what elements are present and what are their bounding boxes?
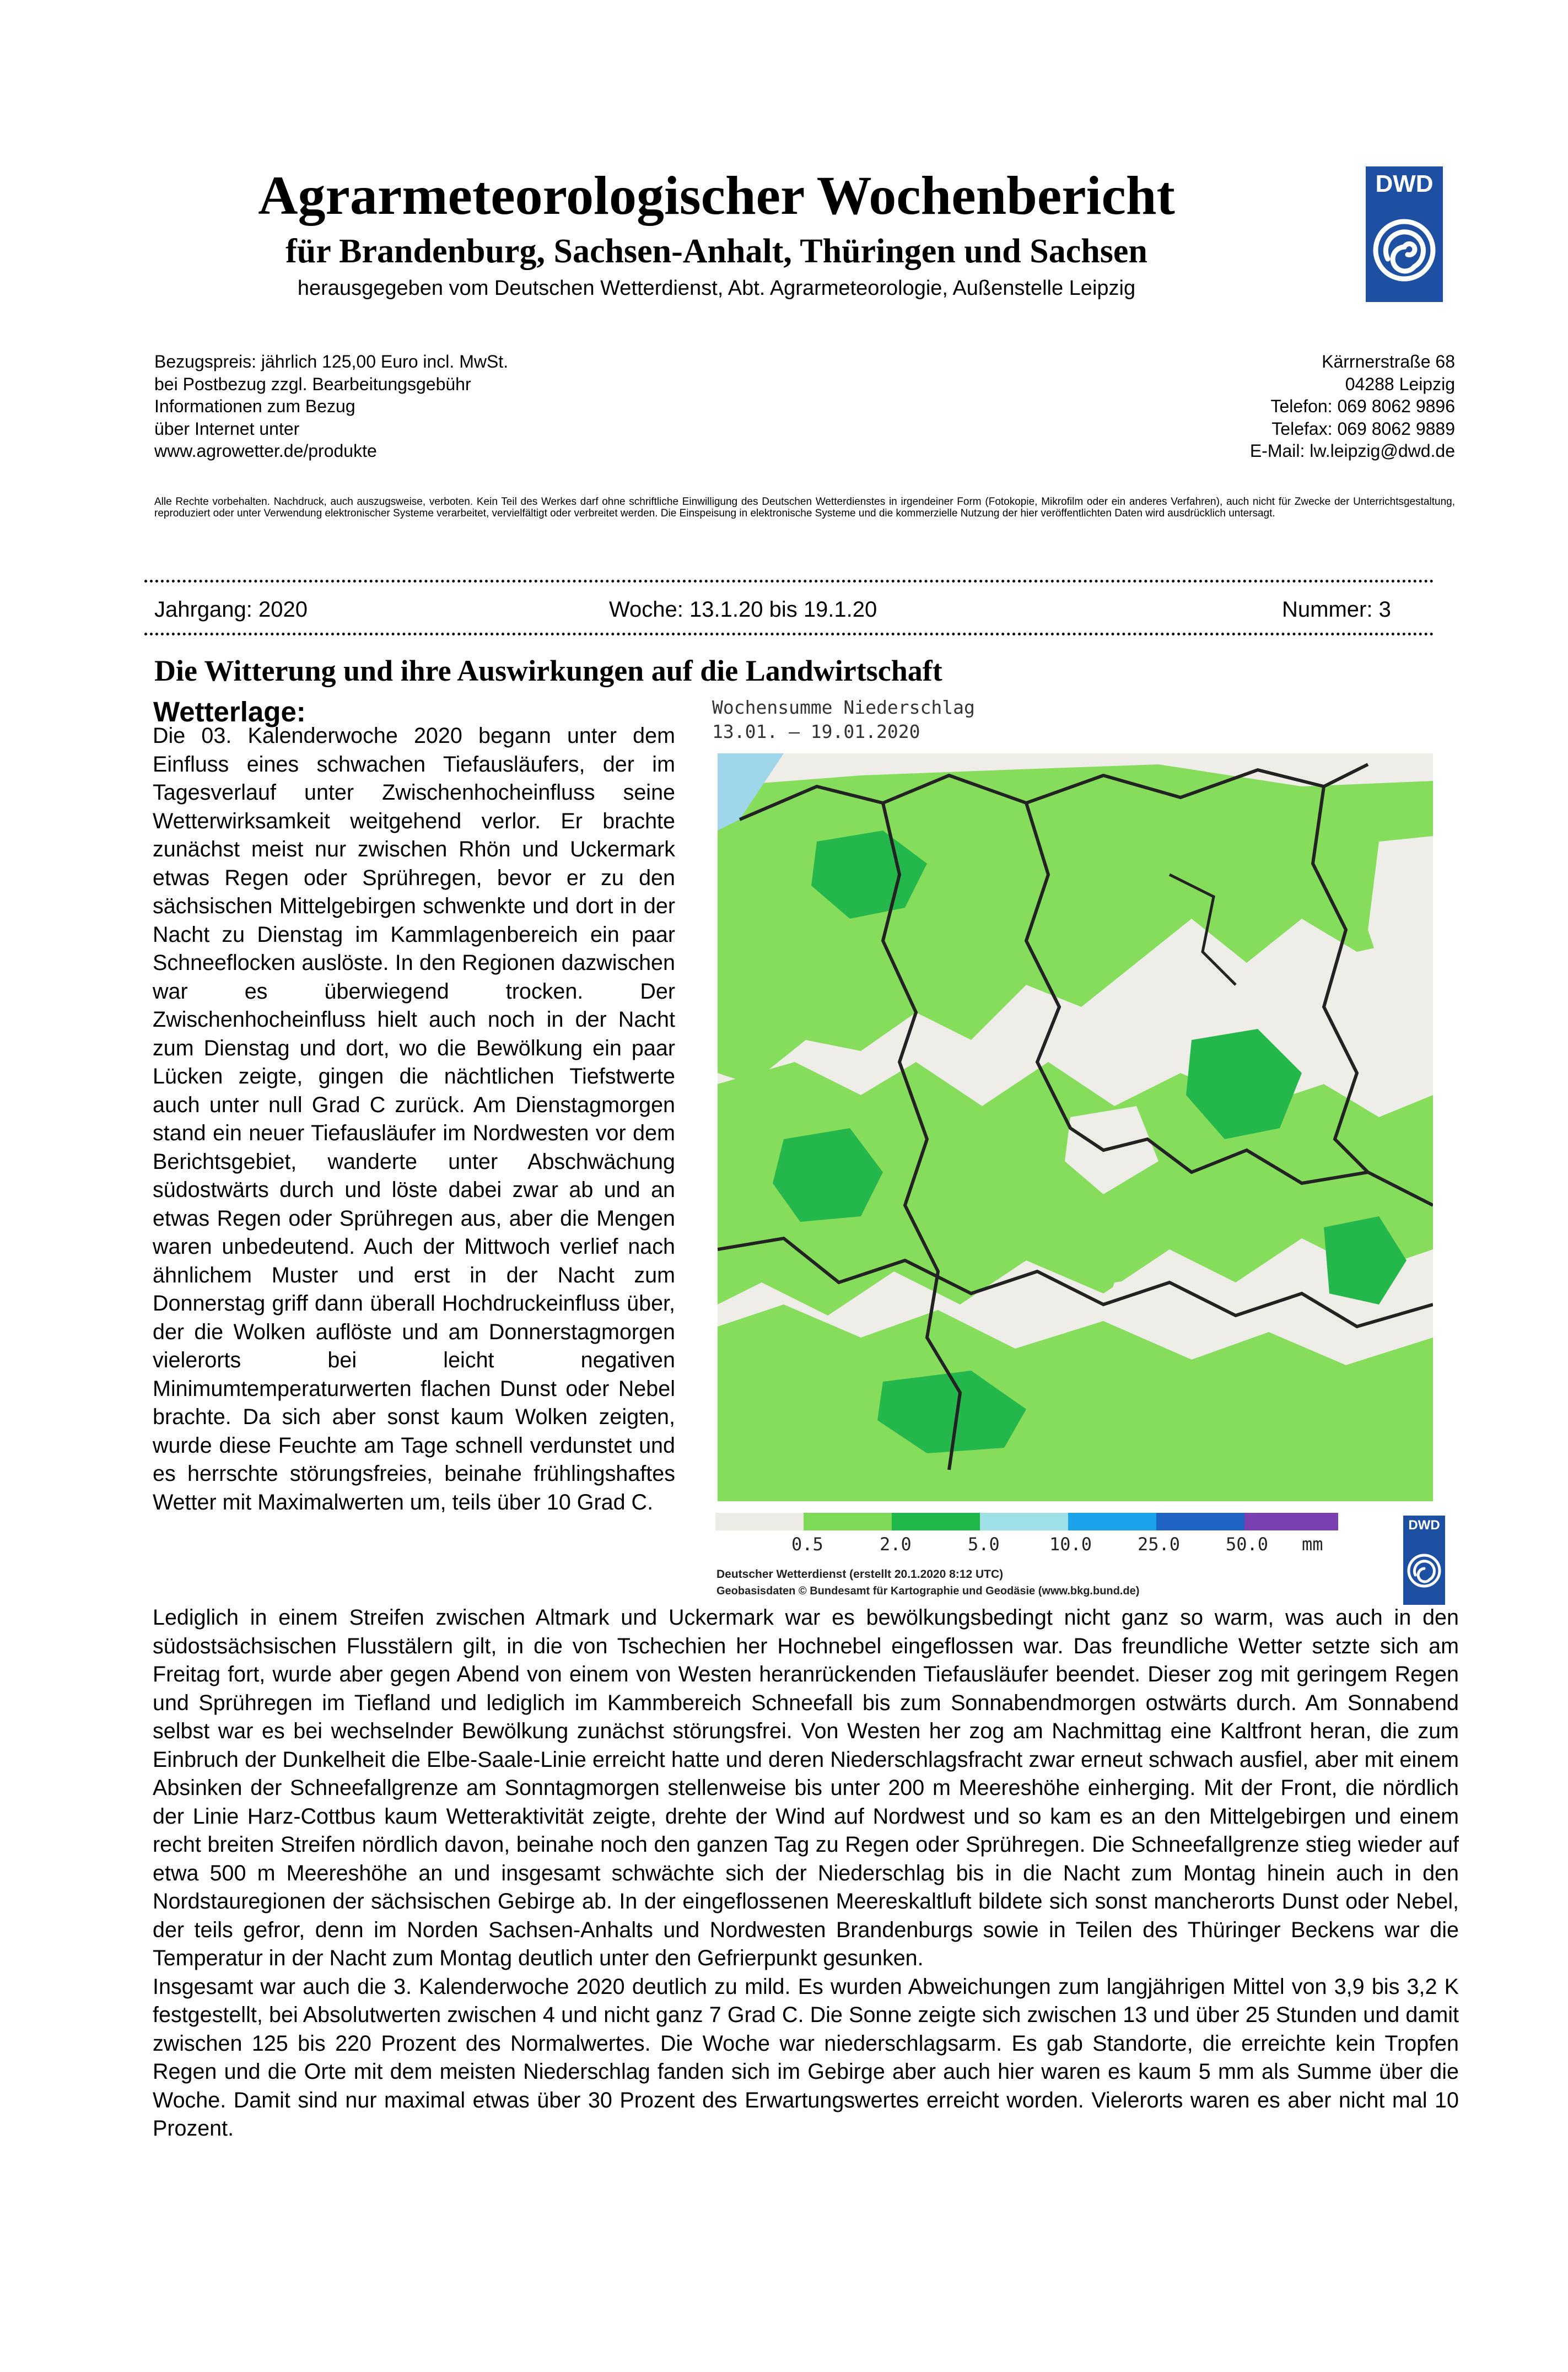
info-line: über Internet unter	[154, 418, 300, 439]
legend-unit: mm	[1302, 1534, 1323, 1555]
phone: Telefon: 069 8062 9896	[1270, 396, 1455, 416]
info-line: Informationen zum Bezug	[154, 396, 355, 416]
dwd-logo	[1366, 166, 1443, 302]
address-street: Kärrnerstraße 68	[1322, 352, 1455, 371]
report-title: Agrarmeteorologischer Wochenbericht	[258, 165, 1175, 226]
issue-year: Jahrgang: 2020	[154, 597, 308, 622]
dwd-logo-text: DWD	[1375, 170, 1434, 197]
legend-swatch	[715, 1513, 804, 1530]
paragraph: Lediglich in einem Streifen zwischen Altmark und Uckermark war es bewölkungsbedingt nicht ganz so warm, was auch in den südostsächsischen Flusstälern gilt, in die von Tschechien her Hochnebel eingeflossen war. Das freundliche Wetter setzte sich am Freitag fort, wurde aber gegen Abend von einem von Westen heranrückenden Tiefausläufer beendet. Dieser zog mit geringem Regen und Sprühregen im Tiefland und lediglich im Kammbereich Schneefall bis zum Sonnabendmorgen ostwärts durch. Am Sonnabend selbst war es bei wechselnder Bewölkung zunächst störungsfrei. Von Westen her zog am Nachmittag eine Kaltfront heran, die zum Einbruch der Dunkelheit die Elbe-Saale-Linie erreicht hatte und deren Niederschlagsfracht zwar erneut schwach ausfiel, aber mit einem Absinken der Schneefallgrenze am Sonntagmorgen stellenweise bis unter 200 m Meereshöhe einherging. Mit der Front, die nördlich der Linie Harz-Cottbus kaum Wetteraktivität zeigte, drehte der Wind auf Nordwest und so kam es an den Mittelgebirgen und einem recht breiten Streifen nördlich davon, beinahe noch den ganzen Tag zu Regen oder Sprühregen. Die Schneefallgrenze stieg wieder auf etwa 500 m Meereshöhe an und insgesamt schwächte sich der Niederschlag bis in die Nacht zum Montag hinein auch in den Nordstauregionen der sächsischen Gebirge ab. In der eingeflossenen Meereskaltluft bildete sich sonst mancherorts Dunst oder Nebel, der teils gefror, denn im Norden Sachsen-Anhalts und Nordwesten Brandenburgs sowie in Teilen des Thüringer Beckens war die Temperatur in der Nacht zum Montag deutlich unter den Gefrierpunkt gesunken.	[153, 1605, 1459, 1970]
legend-swatch	[892, 1513, 980, 1530]
issue-week: Woche: 13.1.20 bis 19.1.20	[609, 597, 877, 622]
weather-text-full	[153, 1604, 1459, 2143]
weather-text-column: Die 03. Kalenderwoche 2020 begann unter dem Einfluss eines schwachen Tiefausläufers, der im Tagesverlauf unter Zwischenhocheinfluss seine Wetterwirksamkeit weitgehend verlor. Er brachte zunächst meist nur zwischen Rhön und Uckermark etwas Regen oder Sprühregen, bevor er zu den sächsischen Mittelgebirgen schwenkte und dort in der Nacht zu Dienstag im Kammlagenbereich ein paar Schneeflocken auslöste. In den Regionen dazwischen war es überwiegend trocken. Der Zwischenhocheinfluss hielt auch noch in der Nacht zum Dienstag und dort, wo die Bewölkung ein paar Lücken zeigte, gingen die nächtlichen Tiefstwerte auch unter null Grad C zurück. Am Dienstagmorgen stand ein neuer Tiefausläufer im Nordwesten vor dem Berichtsgebiet, wanderte unter Abschwächung südostwärts durch und löste dabei zwar ab und an etwas Regen oder Sprühregen aus, aber die Mengen waren unbedeutend. Auch der Mittwoch verlief nach ähnlichem Muster und erst in der Nacht zum Donnerstag griff dann überall Hochdruckeinfluss über, der die Wolken auflöste und am Donnerstagmorgen vielerorts bei leicht negativen Minimumtemperaturwerten flachen Dunst oder Nebel brachte. Da sich aber sonst kaum Wolken zeigten, wurde diese Feuchte am Tage schnell verdunstet und es herrschte störungsfreies, beinahe frühlingshaftes Wetter mit Maximalwerten um, teils über 10 Grad C.	[153, 724, 675, 1514]
legend-label: 50.0	[1226, 1534, 1269, 1555]
dwd-logo-small	[1403, 1516, 1445, 1605]
address-info	[1047, 351, 1455, 462]
legend-label: 25.0	[1138, 1534, 1181, 1555]
publisher-line: herausgegeben vom Deutschen Wetterdienst, Abt. Agrarmeteorologie, Außenstelle Leipzig	[297, 277, 1136, 300]
map-credit: Deutscher Wetterdienst (erstellt 20.1.2020 8:12 UTC)	[716, 1568, 1004, 1581]
paragraph: Insgesamt war auch die 3. Kalenderwoche 2020 deutlich zu mild. Es wurden Abweichungen zum langjährigen Mittel von 3,9 bis 3,2 K festgestellt, bei Absolutwerten zwischen 4 und nicht ganz 7 Grad C. Die Sonne zeigte sich zwischen 13 und über 25 Stunden und damit zwischen 125 bis 220 Prozent des Normalwertes. Die Woche war niederschlagsarm. Es gab Standorte, die erreichte kein Tropfen Regen und die Orte mit dem meisten Niederschlag fanden sich im Gebirge aber auch hier waren es kaum 5 mm als Summe über die Woche. Damit sind nur maximal etwas über 30 Prozent des Erwartungswertes erreicht worden. Vielerorts waren es aber nicht mal 10 Prozent.	[153, 1974, 1459, 2141]
map-geodata-credit: Geobasisdaten © Bundesamt für Kartographie und Geodäsie (www.bkg.bund.de)	[716, 1585, 1140, 1597]
legend-swatch	[804, 1513, 892, 1530]
map-title	[712, 696, 975, 744]
legend-swatch	[980, 1513, 1068, 1530]
dwd-swirl-icon	[1403, 1516, 1445, 1605]
subsection-heading: Wetterlage:	[153, 696, 306, 727]
dwd-swirl-icon	[1366, 166, 1443, 302]
legend-label: 10.0	[1049, 1534, 1092, 1555]
map-title-line: Wochensumme Niederschlag	[712, 697, 975, 718]
info-line: bei Postbezug zzgl. Bearbeitungsgebühr	[154, 374, 471, 394]
map-legend	[715, 1513, 1338, 1530]
dotted-divider	[144, 633, 1434, 635]
dotted-divider	[144, 580, 1434, 583]
legend-label: 2.0	[880, 1534, 912, 1555]
legend-swatch	[1244, 1513, 1338, 1530]
subscription-info	[154, 351, 650, 462]
report-subtitle: für Brandenburg, Sachsen-Anhalt, Thüringen und Sachsen	[285, 233, 1147, 270]
map-date-range: 13.01. – 19.01.2020	[712, 721, 920, 742]
info-line: Bezugspreis: jährlich 125,00 Euro incl. MwSt.	[154, 352, 509, 371]
fax: Telefax: 069 8062 9889	[1271, 418, 1455, 439]
section-heading: Die Witterung und ihre Auswirkungen auf die Landwirtschaft	[154, 654, 942, 687]
legend-swatch	[1068, 1513, 1156, 1530]
website-link[interactable]: www.agrowetter.de/produkte	[154, 441, 377, 461]
legend-label: 5.0	[968, 1534, 1000, 1555]
rights-notice: Alle Rechte vorbehalten. Nachdruck, auch auszugsweise, verboten. Kein Teil des Werkes darf ohne schriftliche Einwilligung des Deutschen Wetterdienstes in irgendeiner Form (Fotokopie, Mikrofilm oder ein anderes Verfahren), auch nicht für Zwecke der Unterrichtsgestaltung, reproduziert oder unter Verwendung elektronischer Systeme verarbeitet, vervielfältigt oder verbreitet werden. Die Einspeisung in elektronische Systeme und die kommerzielle Nutzung der hier veröffentlichten Daten wird ausdrücklich untersagt.	[154, 496, 1455, 519]
address-city: 04288 Leipzig	[1345, 374, 1455, 394]
legend-labels	[715, 1534, 1355, 1557]
email-link[interactable]: E-Mail: lw.leipzig@dwd.de	[1249, 441, 1455, 461]
issue-number: Nummer: 3	[1282, 597, 1391, 622]
legend-label: 0.5	[791, 1534, 823, 1555]
legend-swatch	[1156, 1513, 1244, 1530]
dwd-logo-small-text: DWD	[1408, 1518, 1440, 1533]
precipitation-map	[718, 753, 1433, 1501]
